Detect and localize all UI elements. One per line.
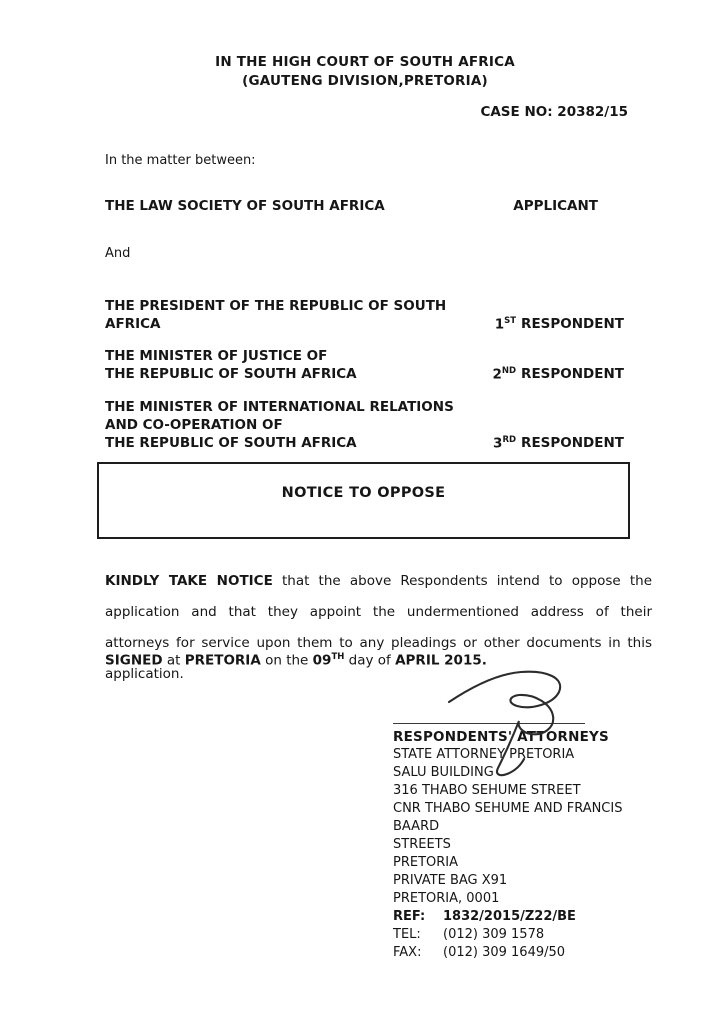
party-name	[105, 398, 454, 452]
party-row-second-respondent	[105, 347, 624, 383]
attorneys-address-line: STATE ATTORNEY PRETORIA	[393, 747, 575, 762]
party-name-line: THE MINISTER OF JUSTICE OF	[105, 348, 328, 364]
party-role-ordinal: RD	[502, 434, 517, 445]
party-name-line: THE REPUBLIC OF SOUTH AFRICA	[105, 366, 357, 382]
body-lead: KINDLY TAKE NOTICE	[105, 573, 273, 589]
ref-value: 1832/2015/Z22/BE	[443, 909, 576, 924]
and-connector: And	[105, 246, 131, 261]
party-name-line: THE PRESIDENT OF THE REPUBLIC OF SOUTH AFRICA	[105, 298, 447, 332]
signed-day-number: 09	[312, 652, 332, 669]
attorneys-address-line: PRETORIA	[393, 855, 459, 870]
attorneys-address-line: CNR THABO SEHUME AND FRANCIS BAARD	[393, 801, 623, 834]
signed-at: at	[162, 652, 185, 669]
court-name: IN THE HIGH COURT OF SOUTH AFRICA	[215, 54, 515, 70]
attorneys-address-line: STREETS	[393, 837, 451, 852]
signed-day-of: day of	[344, 652, 396, 669]
party-role	[492, 362, 624, 384]
party-row-third-respondent	[105, 398, 624, 452]
tel-line	[393, 926, 668, 944]
attorneys-title: RESPONDENTS' ATTORNEYS	[393, 729, 609, 745]
ref-line	[393, 908, 668, 926]
party-role	[513, 197, 598, 215]
party-name	[105, 297, 495, 333]
party-name-line: THE REPUBLIC OF SOUTH AFRICA	[105, 435, 357, 451]
notice-title: NOTICE TO OPPOSE	[281, 484, 446, 501]
signed-on-the: on the	[260, 652, 313, 669]
party-role-ordinal: ND	[501, 365, 517, 376]
signature-scribble	[443, 664, 583, 779]
notice-box	[97, 462, 630, 539]
party-role-label: APPLICANT	[513, 198, 598, 214]
party-row-applicant	[105, 197, 598, 215]
body-text: that the above Respondents intend to oppose the application and that they appoint the undermentioned address of their attorneys for service upon them to any pleadings or other documents in this application.	[105, 573, 653, 682]
attorneys-address-line: PRETORIA, 0001	[393, 891, 500, 906]
signed-line	[105, 652, 487, 669]
case-number: CASE NO: 20382/15	[480, 104, 628, 120]
party-name-line: THE MINISTER OF INTERNATIONAL RELATIONS	[105, 399, 454, 415]
signed-date: APRIL 2015.	[395, 652, 487, 669]
party-role-ordinal: ST	[504, 315, 517, 326]
party-role	[493, 431, 624, 453]
party-role-number: 3	[493, 435, 503, 451]
fax-value: (012) 309 1649/50	[443, 945, 566, 960]
court-division: (GAUTENG DIVISION,PRETORIA)	[242, 73, 488, 89]
party-row-first-respondent	[105, 297, 624, 333]
fax-label: FAX:	[393, 945, 422, 960]
fax-line	[393, 944, 668, 962]
attorneys-address-line: PRIVATE BAG X91	[393, 873, 508, 888]
party-role-label: RESPONDENT	[521, 366, 624, 382]
attorneys-address-line: SALU BUILDING	[393, 765, 494, 780]
party-role	[495, 312, 624, 334]
ref-label: REF:	[393, 909, 426, 924]
tel-label: TEL:	[393, 927, 421, 942]
party-name-line: AND CO-OPERATION OF	[105, 417, 283, 433]
party-name-line: THE LAW SOCIETY OF SOUTH AFRICA	[105, 198, 385, 214]
party-name	[105, 347, 357, 383]
tel-value: (012) 309 1578	[443, 927, 545, 942]
party-name	[105, 197, 385, 215]
signed-word: SIGNED	[105, 652, 163, 669]
party-role-label: RESPONDENT	[521, 316, 624, 332]
signed-day-ordinal: TH	[331, 652, 345, 662]
party-role-label: RESPONDENT	[521, 435, 624, 451]
party-role-number: 2	[492, 366, 502, 382]
court-header	[100, 53, 630, 91]
party-role-number: 1	[494, 316, 505, 332]
matter-intro: In the matter between:	[105, 153, 256, 168]
signed-place: PRETORIA	[184, 652, 261, 669]
attorneys-address-line: 316 THABO SEHUME STREET	[393, 783, 581, 798]
